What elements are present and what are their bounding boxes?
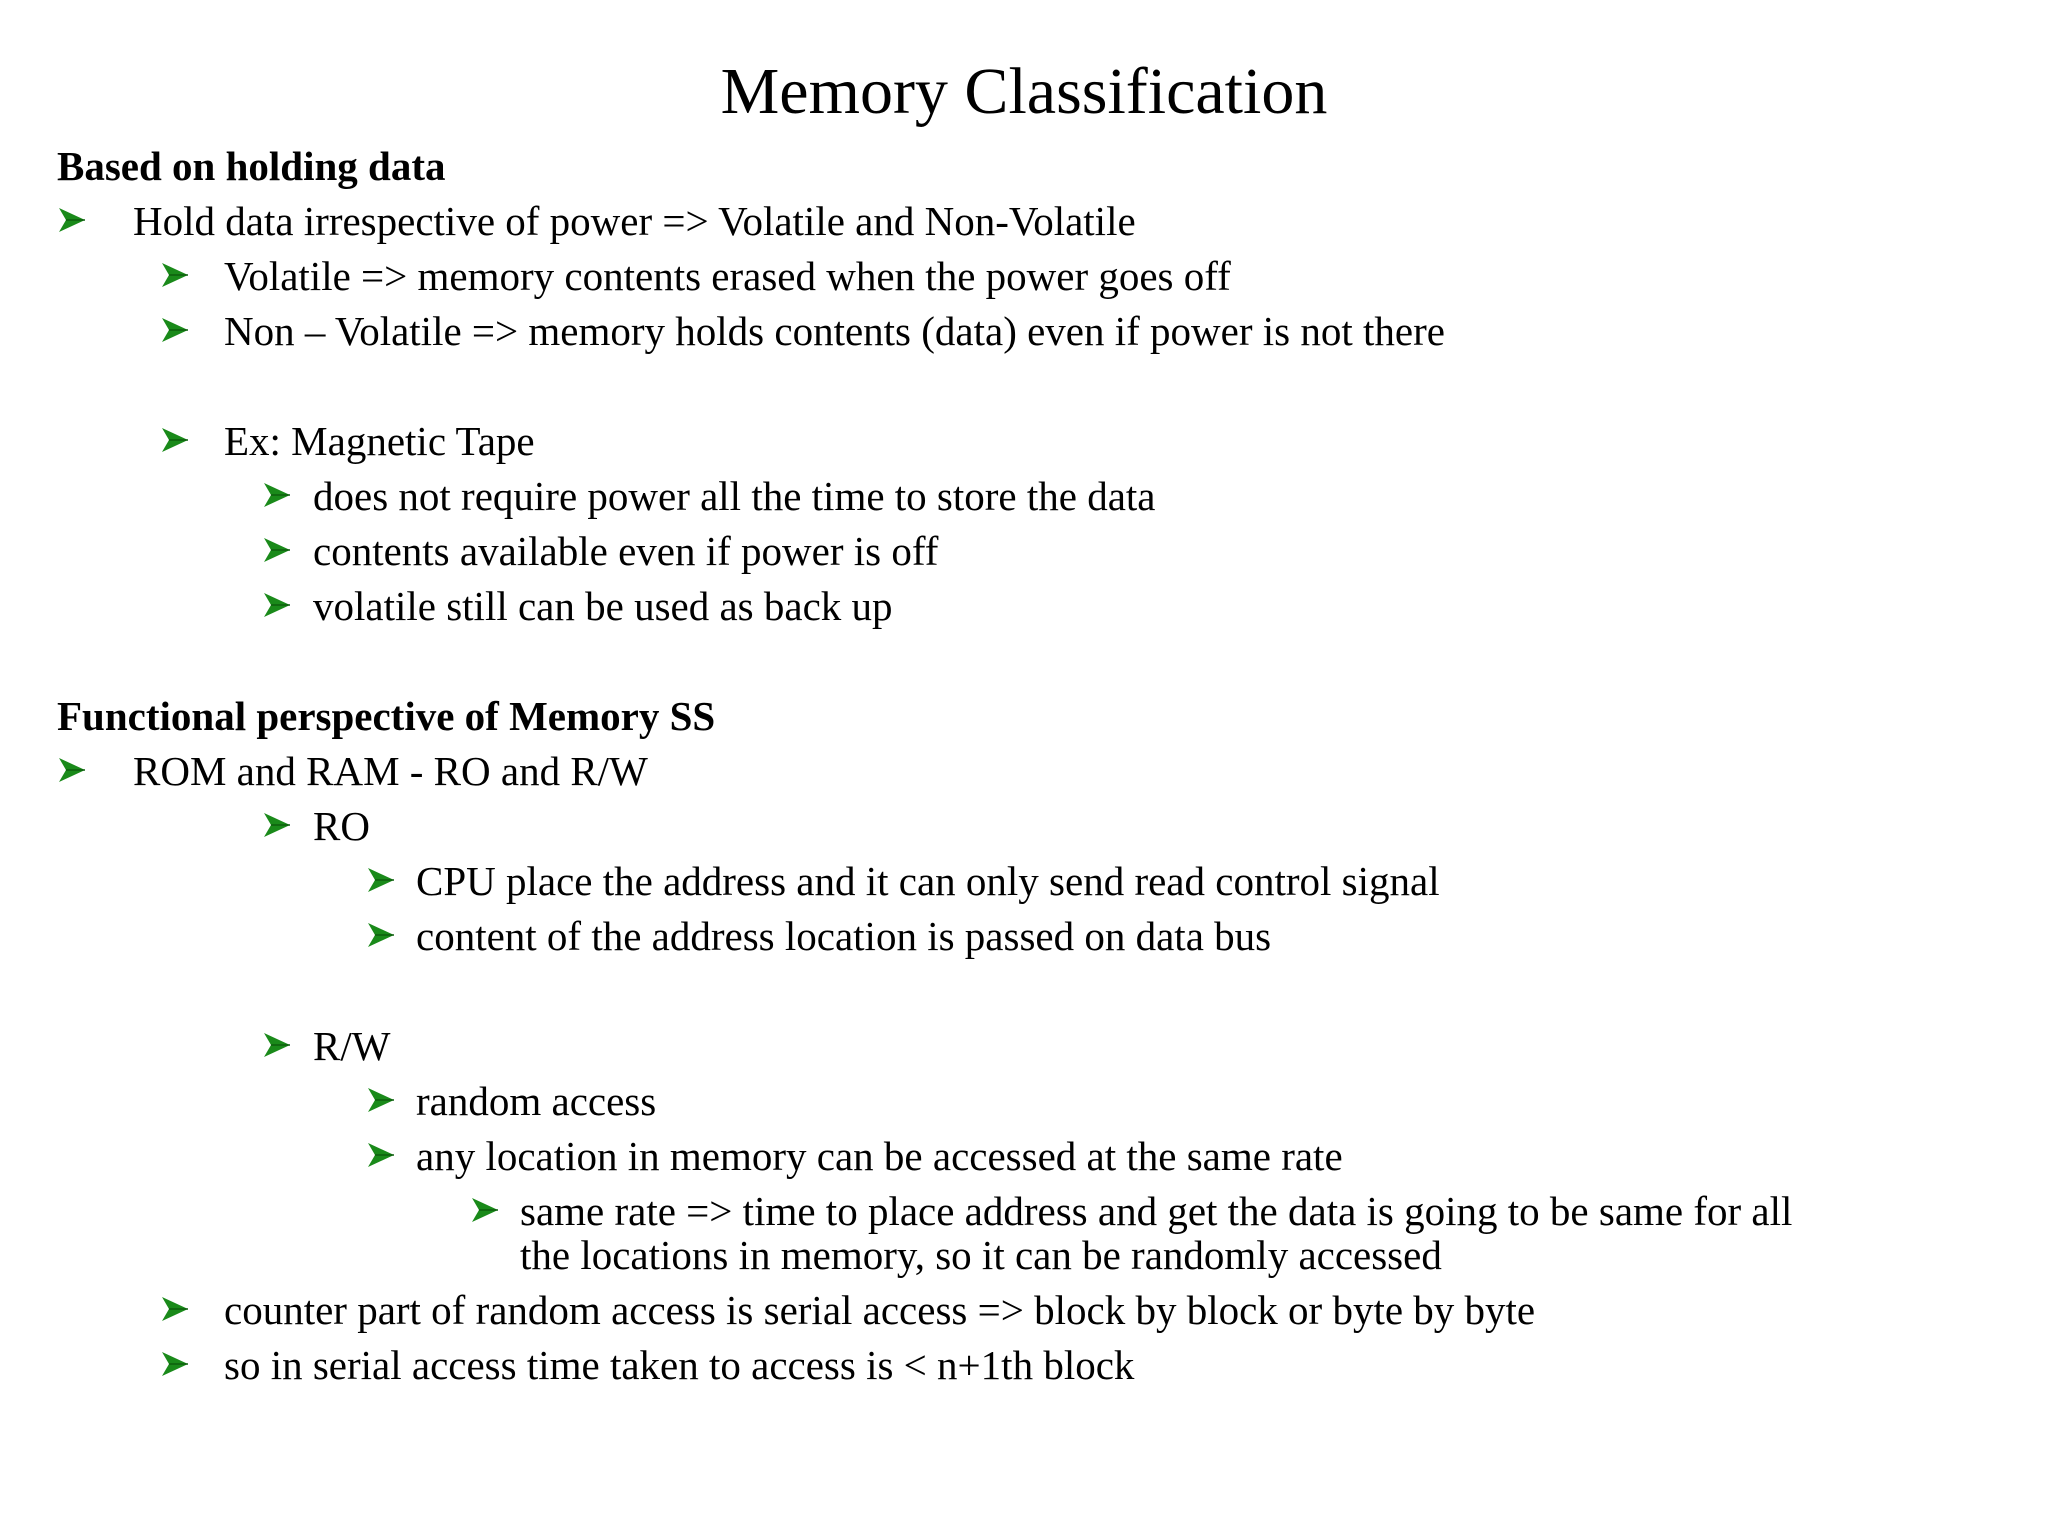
section-heading-holding-data: Based on holding data (57, 143, 446, 189)
arrowhead-bullet-icon (262, 480, 296, 514)
arrowhead-bullet-icon (262, 590, 296, 624)
slide-title: Memory Classification (720, 55, 1328, 128)
arrowhead-bullet-icon (262, 535, 296, 569)
arrowhead-bullet-icon (262, 810, 296, 844)
arrowhead-bullet-icon (470, 1195, 504, 1229)
arrowhead-bullet-icon (262, 1030, 296, 1064)
arrowhead-bullet-icon (160, 425, 194, 459)
arrowhead-bullet-icon (366, 1140, 400, 1174)
arrowhead-bullet-icon (366, 920, 400, 954)
arrowhead-bullet-icon (160, 1294, 194, 1328)
slide: Memory Classification Based on holding data Hold data irrespective of power => Volatile and Non-Volatile Volatile => memory contents erased when the power goes off Non – Volatile => memory holds contents (data) even if power is not there Ex: Magnetic Tape does not require power all the time to store the data contents available even if power is off volatile still can be used as back up Functional perspective of Memory SS ROM and RAM - RO and R/W RO CPU place the address and it can only send read control signal content of the address location is passed on data bus R/W random access any location in memory can be accessed at the same rate same rate => time to place address and get the data is going to be same for all the locations in memory, so it can be randomly accessed counter part of random access is serial access => block by block or byte by byte so in serial access time taken to access is < n+1th block (0, 0, 2048, 1536)
arrowhead-bullet-icon (57, 755, 91, 789)
arrowhead-bullet-icon (160, 1349, 194, 1383)
arrowhead-bullet-icon (366, 865, 400, 899)
arrowhead-bullet-icon (160, 260, 194, 294)
section-heading-functional-perspective: Functional perspective of Memory SS (57, 693, 716, 739)
arrowhead-bullet-icon (160, 315, 194, 349)
arrowhead-bullet-icon (57, 205, 91, 239)
arrowhead-bullet-icon (366, 1085, 400, 1119)
